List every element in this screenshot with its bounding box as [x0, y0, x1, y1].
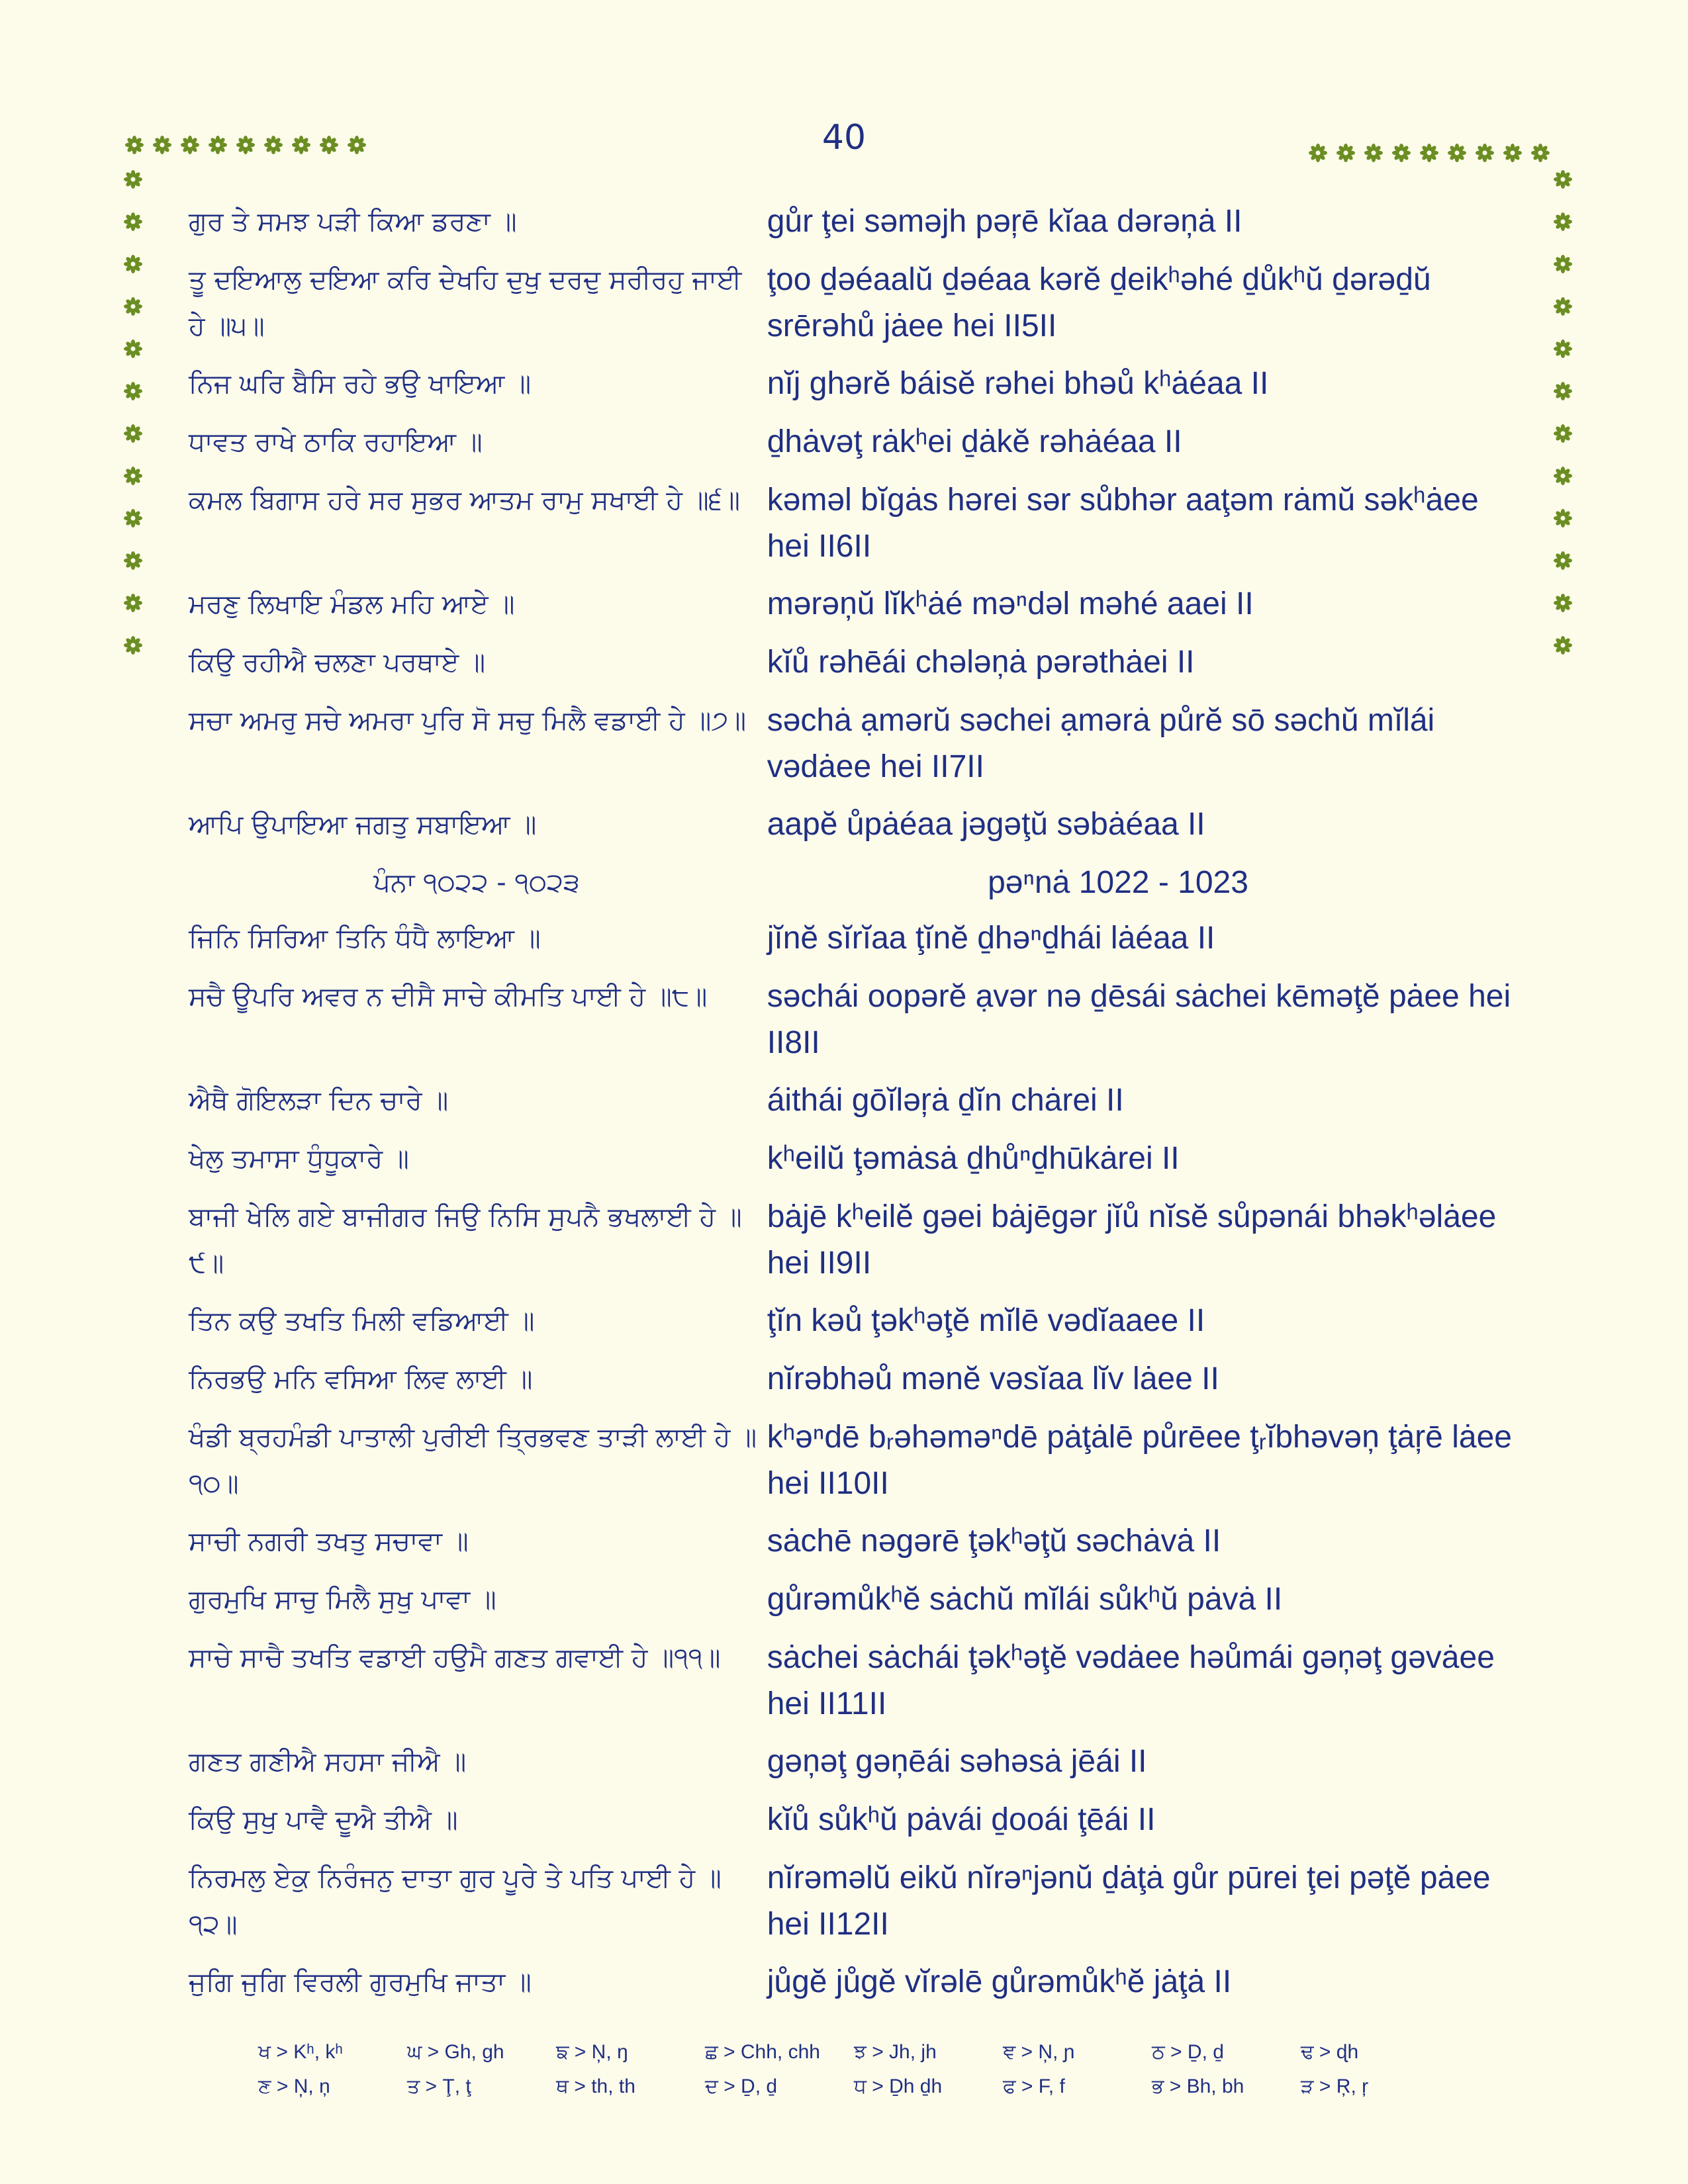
transliteration-text: səchái oopərĕ ạvər nə ḏēsái sȧchei kēməţĕ pȧee hei II8II — [767, 979, 1511, 1060]
border-top-left — [120, 131, 371, 159]
flower-icon — [315, 131, 343, 159]
verse-row — [189, 1518, 1526, 1576]
legend-item: ਧ > Ḏh ḏh — [854, 2075, 943, 2097]
flower-icon — [204, 131, 232, 159]
verse-row — [189, 1414, 1526, 1518]
legend-item: ੜ > Ŗ, ŗ — [1301, 2075, 1369, 2097]
flower-icon — [119, 335, 147, 363]
transliteration-text: gůr ţei səməjh pəŗē kĭaa dərəņȧ II — [767, 204, 1243, 239]
flower-icon — [119, 377, 147, 405]
gurmukhi-text: ਕਮਲ ਬਿਗਾਸ ਹਰੇ ਸਰ ਸੁਭਰ ਆਤਮ ਰਾਮੁ ਸਖਾਈ ਹੇ ॥੬॥ — [189, 485, 740, 516]
legend-item: ਥ > th, th — [556, 2075, 635, 2097]
verse-row — [189, 1298, 1526, 1356]
legend-item: ਫ > F, f — [1003, 2075, 1065, 2097]
gurmukhi-text: ਤਿਨ ਕਉ ਤਖਤਿ ਮਿਲੀ ਵਡਿਆਈ ॥ — [189, 1306, 535, 1336]
flower-icon — [176, 131, 204, 159]
flower-icon — [1471, 139, 1499, 167]
page-range-heading — [189, 860, 1526, 915]
legend-item: ਖ > Kʰ, kʰ — [258, 2041, 343, 2063]
verse-row — [189, 361, 1526, 419]
transliteration-text: sȧchē nəgərē ţəkʰəţŭ səchȧvȧ II — [767, 1524, 1221, 1559]
flower-icon — [1549, 589, 1577, 617]
transliteration-text: sȧchei sȧchái ţəkʰəţĕ vədȧee həůmái gəņəţ gəvȧee hei II11II — [767, 1640, 1495, 1721]
transliteration-text: səchȧ ạmərŭ səchei ạmərȧ půrĕ sō səchŭ mĭlái vədȧee hei II7II — [767, 703, 1435, 784]
legend-item: ਠ > Ḏ, ḏ — [1152, 2041, 1224, 2063]
flower-icon — [119, 165, 147, 193]
gurmukhi-text: ਜੁਗਿ ਜੁਗਿ ਵਿਰਲੀ ਗੁਰਮੁਖਿ ਜਾਤਾ ॥ — [189, 1967, 532, 1997]
gurmukhi-text: ਸਾਚੀ ਨਗਰੀ ਤਖਤੁ ਸਚਾਵਾ ॥ — [189, 1526, 469, 1557]
legend-item: ਤ > Ţ, ţ — [407, 2075, 471, 2097]
flower-icon — [119, 208, 147, 236]
verse-row — [189, 1077, 1526, 1136]
border-right — [1549, 165, 1577, 659]
legend-row — [258, 2070, 1450, 2104]
flower-icon — [119, 547, 147, 574]
flower-icon — [287, 131, 315, 159]
legend-item: ਭ > Bh, bh — [1152, 2075, 1244, 2097]
flower-icon — [1415, 139, 1443, 167]
flower-icon — [1549, 504, 1577, 532]
legend-item: ਙ > N̦, ŋ — [556, 2041, 628, 2063]
flower-icon — [119, 631, 147, 659]
verse-row — [189, 419, 1526, 477]
gurmukhi-text: ਨਿਜ ਘਰਿ ਬੈਸਿ ਰਹੇ ਭਉ ਖਾਇਆ ॥ — [189, 369, 532, 399]
transliteration-text: nĭj ghərĕ báisĕ rəhei bhəů kʰȧéaa II — [767, 366, 1269, 401]
transliteration-text: kəməl bĭgȧs hərei sər sůbhər aaţəm rȧmŭ səkʰȧee hei II6II — [767, 482, 1479, 564]
gurmukhi-text: ਪੰਨਾ ੧੦੨੨ - ੧੦੨੩ — [373, 868, 580, 898]
flower-icon — [1549, 462, 1577, 490]
flower-icon — [1549, 420, 1577, 447]
flower-icon — [119, 504, 147, 532]
flower-icon — [1526, 139, 1554, 167]
gurmukhi-text: ਕਿਉ ਸੁਖੁ ਪਾਵੈ ਦੂਐ ਤੀਐ ॥ — [189, 1805, 458, 1835]
transliteration-text: ḏhȧvəţ rȧkʰei ḏȧkĕ rəhȧéaa II — [767, 424, 1182, 459]
legend-item: ਛ > Chh, chh — [705, 2041, 820, 2063]
gurmukhi-text: ਧਾਵਤ ਰਾਖੇ ਠਾਕਿ ਰਹਾਇਆ ॥ — [189, 427, 483, 457]
verse-row — [189, 1959, 1526, 2017]
flower-icon — [259, 131, 287, 159]
flower-icon — [1387, 139, 1415, 167]
transliteration-text: jůgĕ jůgĕ vĭrəlē gůrəmůkʰĕ jȧţȧ II — [767, 1964, 1232, 1999]
transliteration-text: gůrəmůkʰĕ sȧchŭ mĭlái sůkʰŭ pȧvȧ II — [767, 1582, 1283, 1617]
transliteration-legend — [258, 2035, 1450, 2104]
verse-row — [189, 199, 1526, 257]
flower-icon — [1360, 139, 1387, 167]
verse-row — [189, 477, 1526, 581]
flower-icon — [1549, 547, 1577, 574]
verse-row — [189, 257, 1526, 361]
gurmukhi-text: ਸਚਾ ਅਮਰੁ ਸਚੇ ਅਮਰਾ ਪੁਰਿ ਸੋ ਸਚੁ ਮਿਲੈ ਵਡਾਈ ਹੇ ॥੭॥ — [189, 705, 747, 736]
verse-row — [189, 974, 1526, 1077]
transliteration-text: gəņəţ gəņēái səhəsȧ jēái II — [767, 1744, 1147, 1779]
flower-icon — [119, 250, 147, 278]
border-top-right — [1304, 139, 1554, 167]
flower-icon — [1443, 139, 1471, 167]
flower-icon — [119, 420, 147, 447]
gurmukhi-text: ਮਰਣੁ ਲਿਖਾਇ ਮੰਡਲ ਮਹਿ ਆਏ ॥ — [189, 589, 515, 619]
legend-item: ਘ > Gh, gh — [407, 2041, 504, 2063]
transliteration-text: ţĭn kəů ţəkʰəţĕ mĭlē vədĭaaee II — [767, 1303, 1205, 1338]
verse-row — [189, 1797, 1526, 1855]
gurmukhi-text: ਕਿਉ ਰਹੀਐ ਚਲਣਾ ਪਰਥਾਏ ॥ — [189, 647, 486, 678]
gurmukhi-text: ਗੁਰਮੁਖਿ ਸਾਚੁ ਮਿਲੈ ਸੁਖੁ ਪਾਵਾ ॥ — [189, 1584, 496, 1615]
flower-icon — [119, 589, 147, 617]
legend-item: ਣ > N̦, ņ — [258, 2075, 330, 2097]
verse-row — [189, 801, 1526, 860]
legend-item: ਞ > N̦, ɲ — [1003, 2041, 1075, 2063]
verse-row — [189, 1739, 1526, 1797]
gurmukhi-text: ਖੰਡੀ ਬ੍ਰਹਮੰਡੀ ਪਾਤਾਲੀ ਪੁਰੀਈ ਤ੍ਰਿਭਵਣ ਤਾੜੀ ਲਾਈ ਹੇ ॥੧੦॥ — [189, 1422, 757, 1499]
page-number: 40 — [821, 118, 867, 158]
transliteration-text: pəⁿnȧ 1022 - 1023 — [988, 865, 1248, 900]
verse-row — [189, 1855, 1526, 1959]
transliteration-text: aapĕ ůpȧéaa jəgəţŭ səbȧéaa II — [767, 807, 1205, 842]
flower-icon — [1304, 139, 1332, 167]
transliteration-text: kʰeilŭ ţəmȧsȧ ḏhůⁿḏhūkȧrei II — [767, 1141, 1180, 1176]
transliteration-text: mərəņŭ lĭkʰȧé məⁿdəl məhé aaei II — [767, 586, 1254, 621]
verse-row — [189, 915, 1526, 974]
transliteration-text: kĭů sůkʰŭ pȧvái ḏooái ţēái II — [767, 1802, 1156, 1837]
transliteration-text: nĭrəbhəů mənĕ vəsĭaa lĭv lȧee II — [767, 1361, 1219, 1396]
flower-icon — [120, 131, 148, 159]
transliteration-text: áithái gōĭləŗȧ ḏĭn chȧrei II — [767, 1083, 1124, 1118]
border-left — [119, 165, 147, 659]
transliteration-text: nĭrəməlŭ eikŭ nĭrəⁿjənŭ ḏȧţȧ gůr pūrei ţei pəţĕ pȧee hei II12II — [767, 1860, 1491, 1942]
flower-icon — [1549, 631, 1577, 659]
gurmukhi-text: ਆਪਿ ਉਪਾਇਆ ਜਗਤੁ ਸਬਾਇਆ ॥ — [189, 809, 537, 840]
gurmukhi-text: ਤੂ ਦਇਆਲੁ ਦਇਆ ਕਰਿ ਦੇਖਹਿ ਦੁਖੁ ਦਰਦੁ ਸਰੀਰਹੁ ਜਾਈ ਹੇ ॥੫॥ — [189, 265, 742, 341]
flower-icon — [232, 131, 259, 159]
flower-icon — [1549, 377, 1577, 405]
gurmukhi-text: ਨਿਰਮਲੁ ਏਕੁ ਨਿਰੰਜਨੁ ਦਾਤਾ ਗੁਰ ਪੂਰੇ ਤੇ ਪਤਿ ਪਾਈ ਹੇ ॥੧੨॥ — [189, 1863, 722, 1940]
verse-row — [189, 1356, 1526, 1414]
gurmukhi-text: ਬਾਜੀ ਖੇਲਿ ਗਏ ਬਾਜੀਗਰ ਜਿਉ ਨਿਸਿ ਸੁਪਨੈ ਭਖਲਾਈ ਹੇ ॥੯॥ — [189, 1202, 742, 1279]
verse-row — [189, 1576, 1526, 1635]
verse-row — [189, 581, 1526, 639]
flower-icon — [148, 131, 176, 159]
flower-icon — [1549, 250, 1577, 278]
verse-list — [189, 199, 1526, 2017]
gurmukhi-text: ਗੁਰ ਤੇ ਸਮਝ ਪੜੀ ਕਿਆ ਡਰਣਾ ॥ — [189, 206, 517, 237]
transliteration-text: jĭnĕ sĭrĭaa ţĭnĕ ḏhəⁿḏhái lȧéaa II — [767, 921, 1215, 956]
gurmukhi-text: ਖੇਲੁ ਤਮਾਸਾ ਧੁੰਧੂਕਾਰੇ ॥ — [189, 1144, 409, 1174]
legend-row — [258, 2035, 1450, 2070]
transliteration-text: kĭů rəhēái chələņȧ pərəthȧei II — [767, 645, 1195, 680]
legend-item: ਝ > Jh, jh — [854, 2041, 937, 2063]
flower-icon — [1549, 208, 1577, 236]
gurmukhi-text: ਨਿਰਭਉ ਮਨਿ ਵਸਿਆ ਲਿਵ ਲਾਈ ॥ — [189, 1364, 533, 1394]
verse-row — [189, 639, 1526, 698]
verse-row — [189, 1635, 1526, 1739]
gurmukhi-text: ਗਣਤ ਗਣੀਐ ਸਹਸਾ ਜੀਐ ॥ — [189, 1747, 467, 1777]
transliteration-text: ţoo ḏəéaalŭ ḏəéaa kərĕ ḏeikʰəhé ḏůkʰŭ ḏərəḏŭ srērəhů jȧee hei II5II — [767, 262, 1431, 343]
flower-icon — [1499, 139, 1526, 167]
verse-row — [189, 698, 1526, 801]
legend-item: ਢ > ɖh — [1301, 2041, 1359, 2063]
transliteration-text: bȧjē kʰeilĕ gəei bȧjēgər jĭů nĭsĕ sůpənái bhəkʰəlȧee hei II9II — [767, 1199, 1497, 1281]
verse-row — [189, 1136, 1526, 1194]
verse-row — [189, 1194, 1526, 1298]
flower-icon — [1332, 139, 1360, 167]
gurmukhi-text: ਐਥੈ ਗੋਇਲੜਾ ਦਿਨ ਚਾਰੇ ॥ — [189, 1085, 449, 1116]
gurmukhi-text: ਸਚੈ ਊਪਰਿ ਅਵਰ ਨ ਦੀਸੈ ਸਾਚੇ ਕੀਮਤਿ ਪਾਈ ਹੇ ॥੮॥ — [189, 981, 708, 1012]
flower-icon — [1549, 293, 1577, 320]
flower-icon — [343, 131, 371, 159]
flower-icon — [119, 293, 147, 320]
legend-item: ਦ > Ḏ, ḏ — [705, 2075, 778, 2097]
flower-icon — [1549, 335, 1577, 363]
flower-icon — [1549, 165, 1577, 193]
flower-icon — [119, 462, 147, 490]
gurmukhi-text: ਜਿਨਿ ਸਿਰਿਆ ਤਿਨਿ ਧੰਧੈ ਲਾਇਆ ॥ — [189, 923, 541, 954]
gurmukhi-text: ਸਾਚੇ ਸਾਚੈ ਤਖਤਿ ਵਡਾਈ ਹਉਮੈ ਗਣਤ ਗਵਾਈ ਹੇ ॥੧੧॥ — [189, 1643, 721, 1673]
transliteration-text: kʰəⁿdē bᵣəhəməⁿdē pȧţȧlē půrēee ţᵣĭbhəvəņ ţȧŗē lȧee hei II10II — [767, 1420, 1512, 1501]
